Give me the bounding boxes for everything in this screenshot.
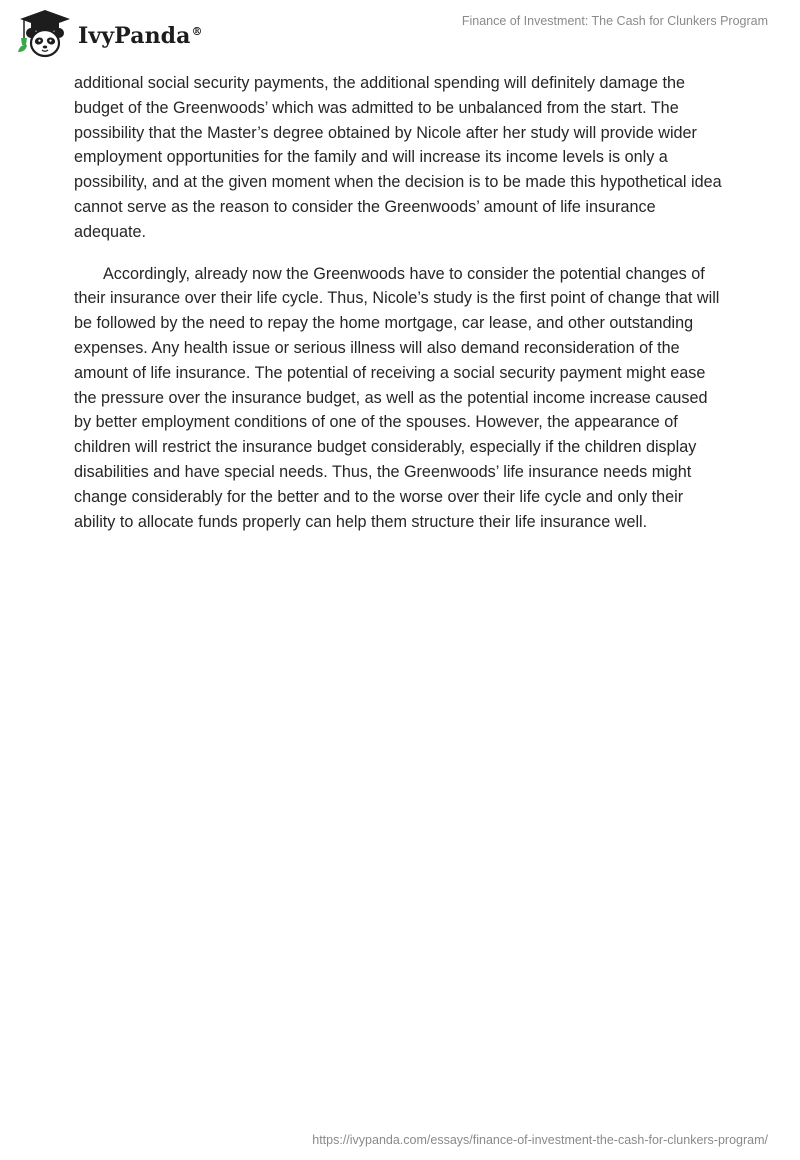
paragraph: Accordingly, already now the Greenwoods have to consider the potential changes of their insurance over their life cycle. Thus, Nicole’s study is the first point of change that will be followed by the need to repay the home mortgage, car lease, and other outstanding expenses. Any health issue or serious illness will also demand reconsideration of the amount of life insurance. The potential of receiving a social security payment might ease the pressure over the insurance budget, as well as the potential income increase caused by better employment conditions of one of the spouses. However, the appearance of children will restrict the insurance budget considerably, especially if the children display disabilities and have special needs. Thus, the Greenwoods’ life insurance needs might change considerably for the better and to the worse over their life cycle and only their ability to allocate funds properly can help them structure their life insurance well. [74, 264, 720, 531]
panda-graduate-icon [14, 8, 76, 60]
brand-logo[interactable] [14, 8, 203, 60]
essay-body [74, 71, 726, 551]
source-url[interactable]: https://ivypanda.com/essays/finance-of-investment-the-cash-for-clunkers-program/ [312, 1133, 768, 1147]
paragraph: additional social security payments, the additional spending will definitely damage the budget of the Greenwoods’ which was admitted to be unbalanced from the start. The possibility that the Master’s degree obtained by Nicole after her study will provide wider employment opportunities for the family and will increase its income levels is only a possibility, and at the given moment when the decision is to be made this hypothetical idea cannot serve as the reason to consider the Greenwoods’ amount of life insurance adequate. [74, 74, 722, 241]
brand-name: IvyPanda® [78, 23, 203, 49]
document-title: Finance of Investment: The Cash for Clunkers Program [461, 14, 768, 28]
page-header [0, 0, 800, 70]
